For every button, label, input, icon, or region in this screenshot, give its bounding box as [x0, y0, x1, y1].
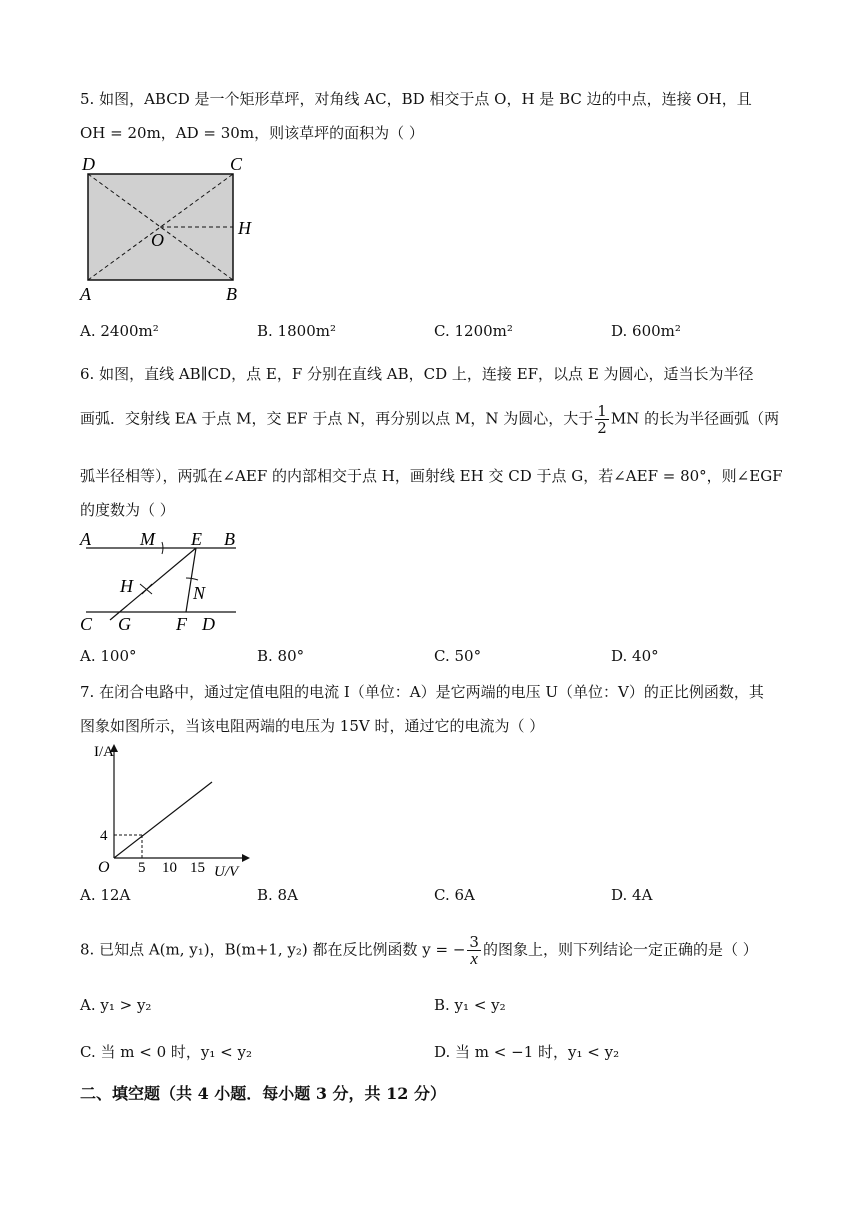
- q7-option-a[interactable]: A. 12A: [80, 886, 131, 904]
- q8-line1-part1: 8. 已知点 A(m, y₁)，B(m+1, y₂) 都在反比例函数 y = −: [80, 940, 466, 959]
- label-G6: G: [118, 614, 131, 634]
- q6-fraction-half: [595, 403, 609, 436]
- label-C: C: [230, 154, 243, 174]
- label-A6: A: [80, 529, 91, 549]
- q8-option-c[interactable]: C. 当 m < 0 时，y₁ < y₂: [80, 1043, 252, 1061]
- q5-option-b[interactable]: B. 1800m²: [257, 322, 336, 340]
- y-tick-4: 4: [100, 828, 108, 844]
- y-axis-label: I/A: [94, 744, 114, 760]
- x-tick-15: 15: [190, 860, 205, 876]
- q8-stem-line1: [80, 934, 758, 967]
- label-H6: H: [120, 576, 133, 596]
- origin-label: O: [98, 859, 110, 876]
- q6-line2-part1: 画弧．交射线 EA 于点 M，交 EF 于点 N，再分别以点 M，N 为圆心，大于: [80, 409, 594, 428]
- label-D6: D: [202, 614, 215, 634]
- q7-current-voltage-graph: [92, 740, 257, 878]
- label-B6: B: [224, 529, 235, 549]
- q7-stem-line2: 图象如图所示，当该电阻两端的电压为 15V 时，通过它的电流为（ ）: [80, 717, 545, 735]
- q8-fraction: [467, 934, 481, 967]
- q6-frac-den: 2: [597, 419, 607, 437]
- q6-option-a[interactable]: A. 100°: [80, 647, 137, 665]
- q6-stem-line3: 弧半径相等），两弧在∠AEF 的内部相交于点 H，画射线 EH 交 CD 于点 G，若∠AEF = 80°，则∠EGF: [80, 467, 783, 485]
- q8-line1-part2: 的图象上，则下列结论一定正确的是（ ）: [482, 940, 758, 959]
- label-H: H: [238, 218, 251, 238]
- label-A: A: [80, 284, 91, 304]
- q6-stem-line4: 的度数为（ ）: [80, 501, 175, 519]
- q5-option-d[interactable]: D. 600m²: [611, 322, 681, 340]
- x-tick-5: 5: [138, 860, 146, 876]
- q8-option-d[interactable]: D. 当 m < −1 时，y₁ < y₂: [434, 1043, 620, 1061]
- q8-option-b[interactable]: B. y₁ < y₂: [434, 996, 506, 1014]
- q5-stem-line2: OH = 20m，AD = 30m，则该草坪的面积为（ ）: [80, 124, 424, 142]
- q6-frac-num: 1: [597, 402, 607, 420]
- q6-line2-part2: MN 的长为半径画弧（两: [610, 409, 780, 428]
- label-F6: F: [176, 614, 187, 634]
- q5-rectangle-figure: [78, 152, 268, 307]
- label-O: O: [151, 230, 164, 250]
- q6-stem-line2: [80, 403, 779, 436]
- label-N6: N: [193, 583, 206, 603]
- label-B: B: [226, 284, 237, 304]
- q5-option-a[interactable]: A. 2400m²: [80, 322, 159, 340]
- q8-frac-den: x: [470, 949, 478, 968]
- q7-option-c[interactable]: C. 6A: [434, 886, 475, 904]
- q6-parallel-lines-figure: [76, 528, 251, 636]
- q7-stem-line1: 7. 在闭合电路中，通过定值电阻的电流 I（单位：A）是它两端的电压 U（单位：V）的正比例函数，其: [80, 683, 764, 701]
- x-tick-10: 10: [162, 860, 177, 876]
- q7-option-b[interactable]: B. 8A: [257, 886, 298, 904]
- label-D: D: [82, 154, 95, 174]
- q7-option-d[interactable]: D. 4A: [611, 886, 653, 904]
- q6-option-d[interactable]: D. 40°: [611, 647, 659, 665]
- section-2-heading: 二、填空题（共 4 小题．每小题 3 分，共 12 分）: [80, 1084, 446, 1103]
- q5-stem-line1: 5. 如图，ABCD 是一个矩形草坪，对角线 AC，BD 相交于点 O，H 是 BC 边的中点，连接 OH，且: [80, 90, 752, 108]
- label-M6: M: [140, 529, 155, 549]
- label-E6: E: [191, 529, 202, 549]
- q6-stem-line1: 6. 如图，直线 AB∥CD，点 E，F 分别在直线 AB，CD 上，连接 EF，以点 E 为圆心，适当长为半径: [80, 365, 754, 383]
- q8-option-a[interactable]: A. y₁ > y₂: [80, 996, 152, 1014]
- q8-frac-num: 3: [469, 933, 479, 951]
- q6-option-c[interactable]: C. 50°: [434, 647, 482, 665]
- q5-option-c[interactable]: C. 1200m²: [434, 322, 513, 340]
- label-C6: C: [80, 614, 93, 634]
- x-axis-label: U/V: [214, 864, 239, 878]
- q6-option-b[interactable]: B. 80°: [257, 647, 305, 665]
